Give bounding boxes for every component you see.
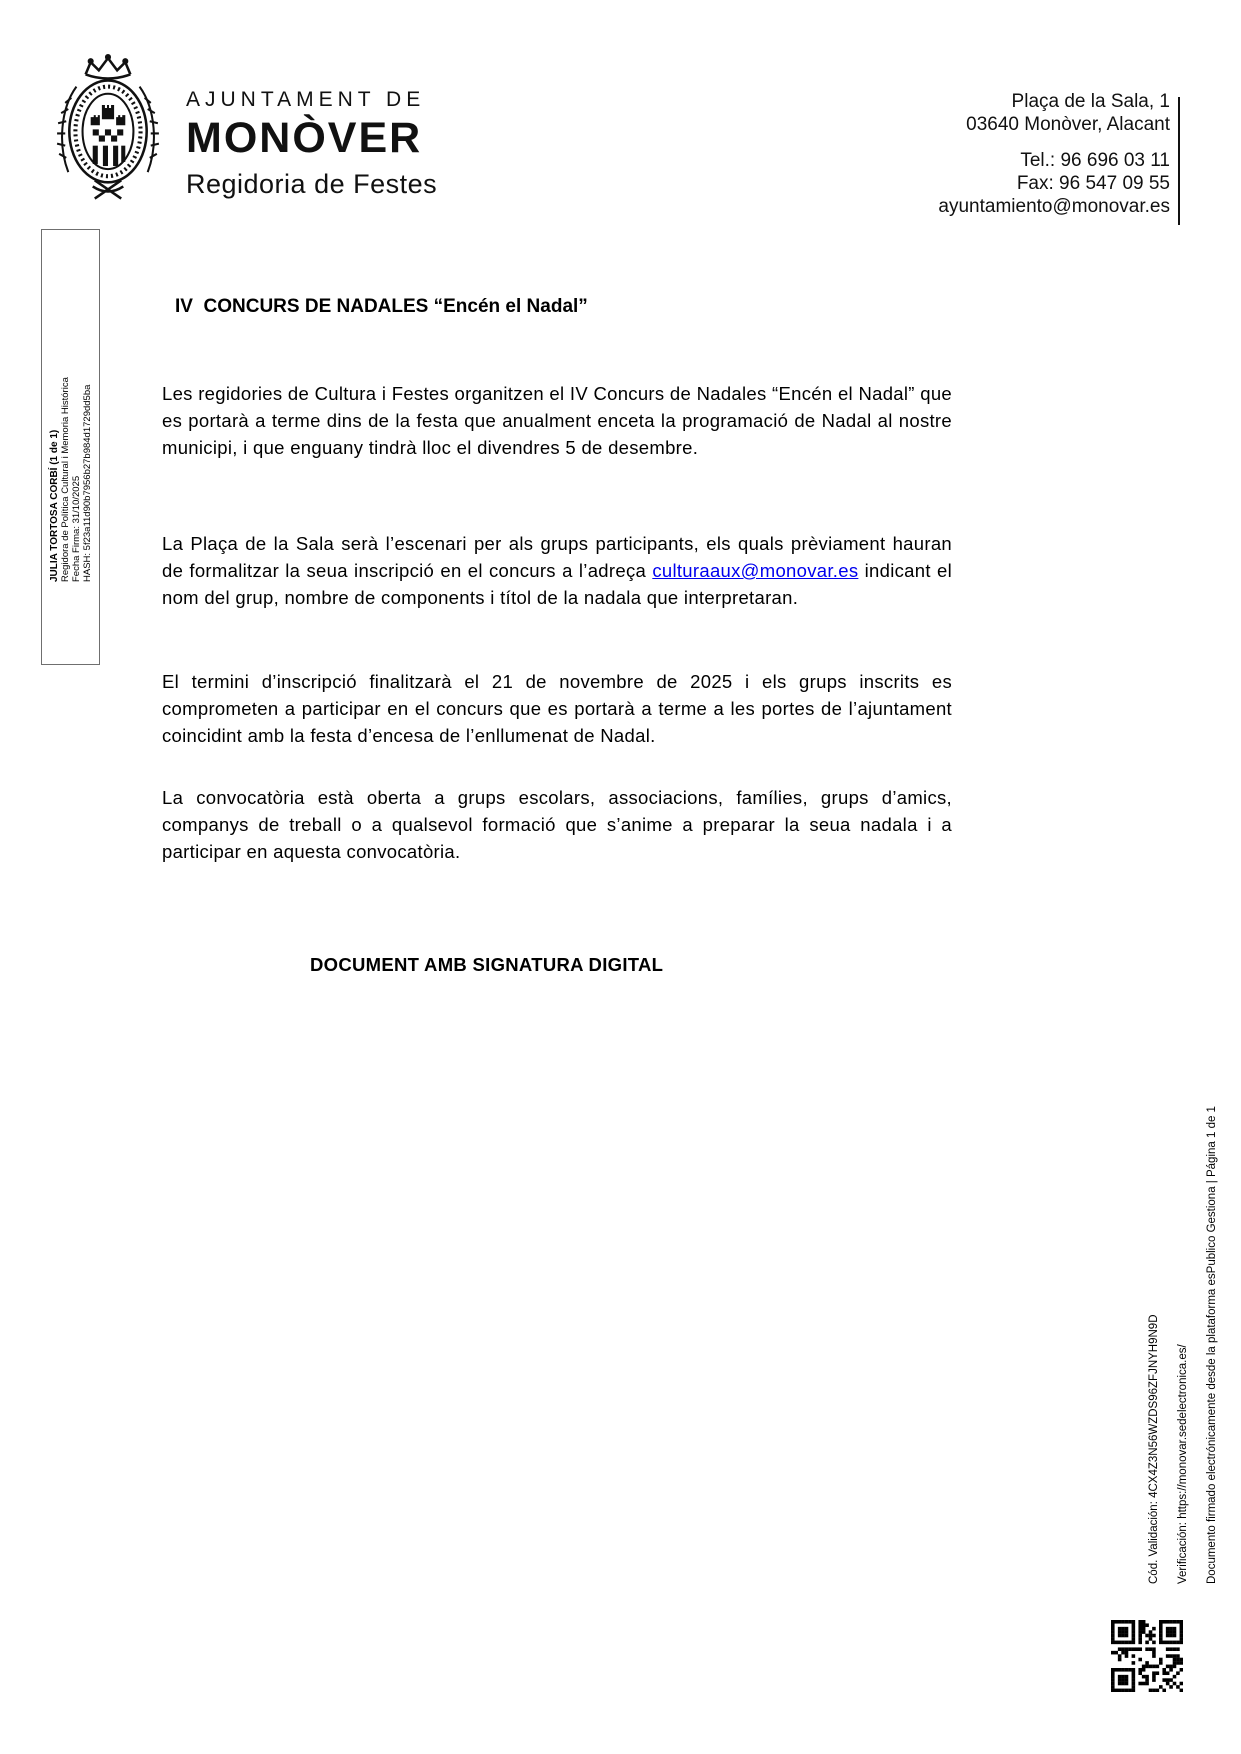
- paragraph-2: [162, 530, 952, 611]
- contact-address-line2: 03640 Monòver, Alacant: [966, 114, 1170, 135]
- signature-date: Fecha Firma: 31/10/2025: [70, 475, 82, 582]
- qr-code: [1111, 1620, 1183, 1692]
- verification-url: Verificación: https://monovar.sedelectronica.es/: [1177, 1344, 1189, 1584]
- document-title: IV CONCURS DE NADALES “Encén el Nadal”: [175, 296, 588, 317]
- contact-email: ayuntamiento@monovar.es: [938, 196, 1170, 217]
- email-link[interactable]: culturaaux@monovar.es: [652, 560, 859, 581]
- contact-gap: [938, 136, 1170, 149]
- contact-tel: Tel.: 96 696 03 11: [1020, 150, 1170, 171]
- digital-signature-note: DOCUMENT AMB SIGNATURA DIGITAL: [310, 954, 664, 975]
- signer-role: Regidora de Política Cultural i Memoria Histórica: [59, 377, 71, 582]
- validation-code: Cód. Validación: 4CX4Z3N56WZDS96ZFJNYH9N9D: [1148, 1314, 1160, 1584]
- contact-address-line1: Plaça de la Sala, 1: [1011, 91, 1170, 112]
- paragraph-2-text-after-link: indicant el nom del grup, nombre de components i títol de la nadala que interpretaran.: [162, 560, 952, 608]
- contact-fax: Fax: 96 547 09 55: [1016, 173, 1170, 194]
- org-department: Regidoria de Festes: [186, 169, 438, 199]
- org-identity: [186, 88, 437, 200]
- signer-name: JULIA TORTOSA CORBÍ (1 de 1): [48, 429, 60, 582]
- paragraph-1: Les regidories de Cultura i Festes organitzen el IV Concurs de Nadales “Encén el Nadal” que es portarà a terme dins de la festa que anualment enceta la programació de Nadal al nostre municipi, i que enguany tindrà lloc el divendres 5 de desembre.: [162, 383, 952, 458]
- footer-validation-sidebar: [1140, 1106, 1227, 1584]
- platform-note: Documento firmado electrónicamente desde la plataforma esPublico Gestiona | Página 1 de 1: [1206, 1106, 1218, 1584]
- contact-block: [938, 90, 1170, 218]
- header-divider: [1178, 97, 1180, 225]
- org-name-line2: MONÒVER: [186, 114, 423, 162]
- digital-signature-stamp: [41, 229, 100, 665]
- paragraph-2-text-before-link: La Plaça de la Sala serà l’escenari per als grups participants, els quals prèviament hauran de formalitzar la seua inscripció en el concurs a l’adreça: [162, 533, 952, 581]
- org-name-line1: AJUNTAMENT DE: [186, 88, 426, 111]
- digital-signature-stamp-text: [49, 312, 93, 582]
- signature-hash: HASH: 5f23a11d90b7956b27b984d1729dd5ba: [81, 384, 93, 582]
- monover-coat-of-arms-logo: [52, 52, 164, 202]
- paragraph-3: El termini d’inscripció finalitzarà el 21 de novembre de 2025 i els grups inscrits es comprometen a participar en el concurs que es portarà a terme a les portes de l’ajuntament coincidint amb la festa d’encesa de l’enllumenat de Nadal.: [162, 671, 952, 746]
- paragraph-4: La convocatòria està oberta a grups escolars, associacions, famílies, grups d’amics, companys de treball o a qualsevol formació que s’anime a preparar la seua nadala i a participar en aquesta convocatòria.: [162, 787, 952, 862]
